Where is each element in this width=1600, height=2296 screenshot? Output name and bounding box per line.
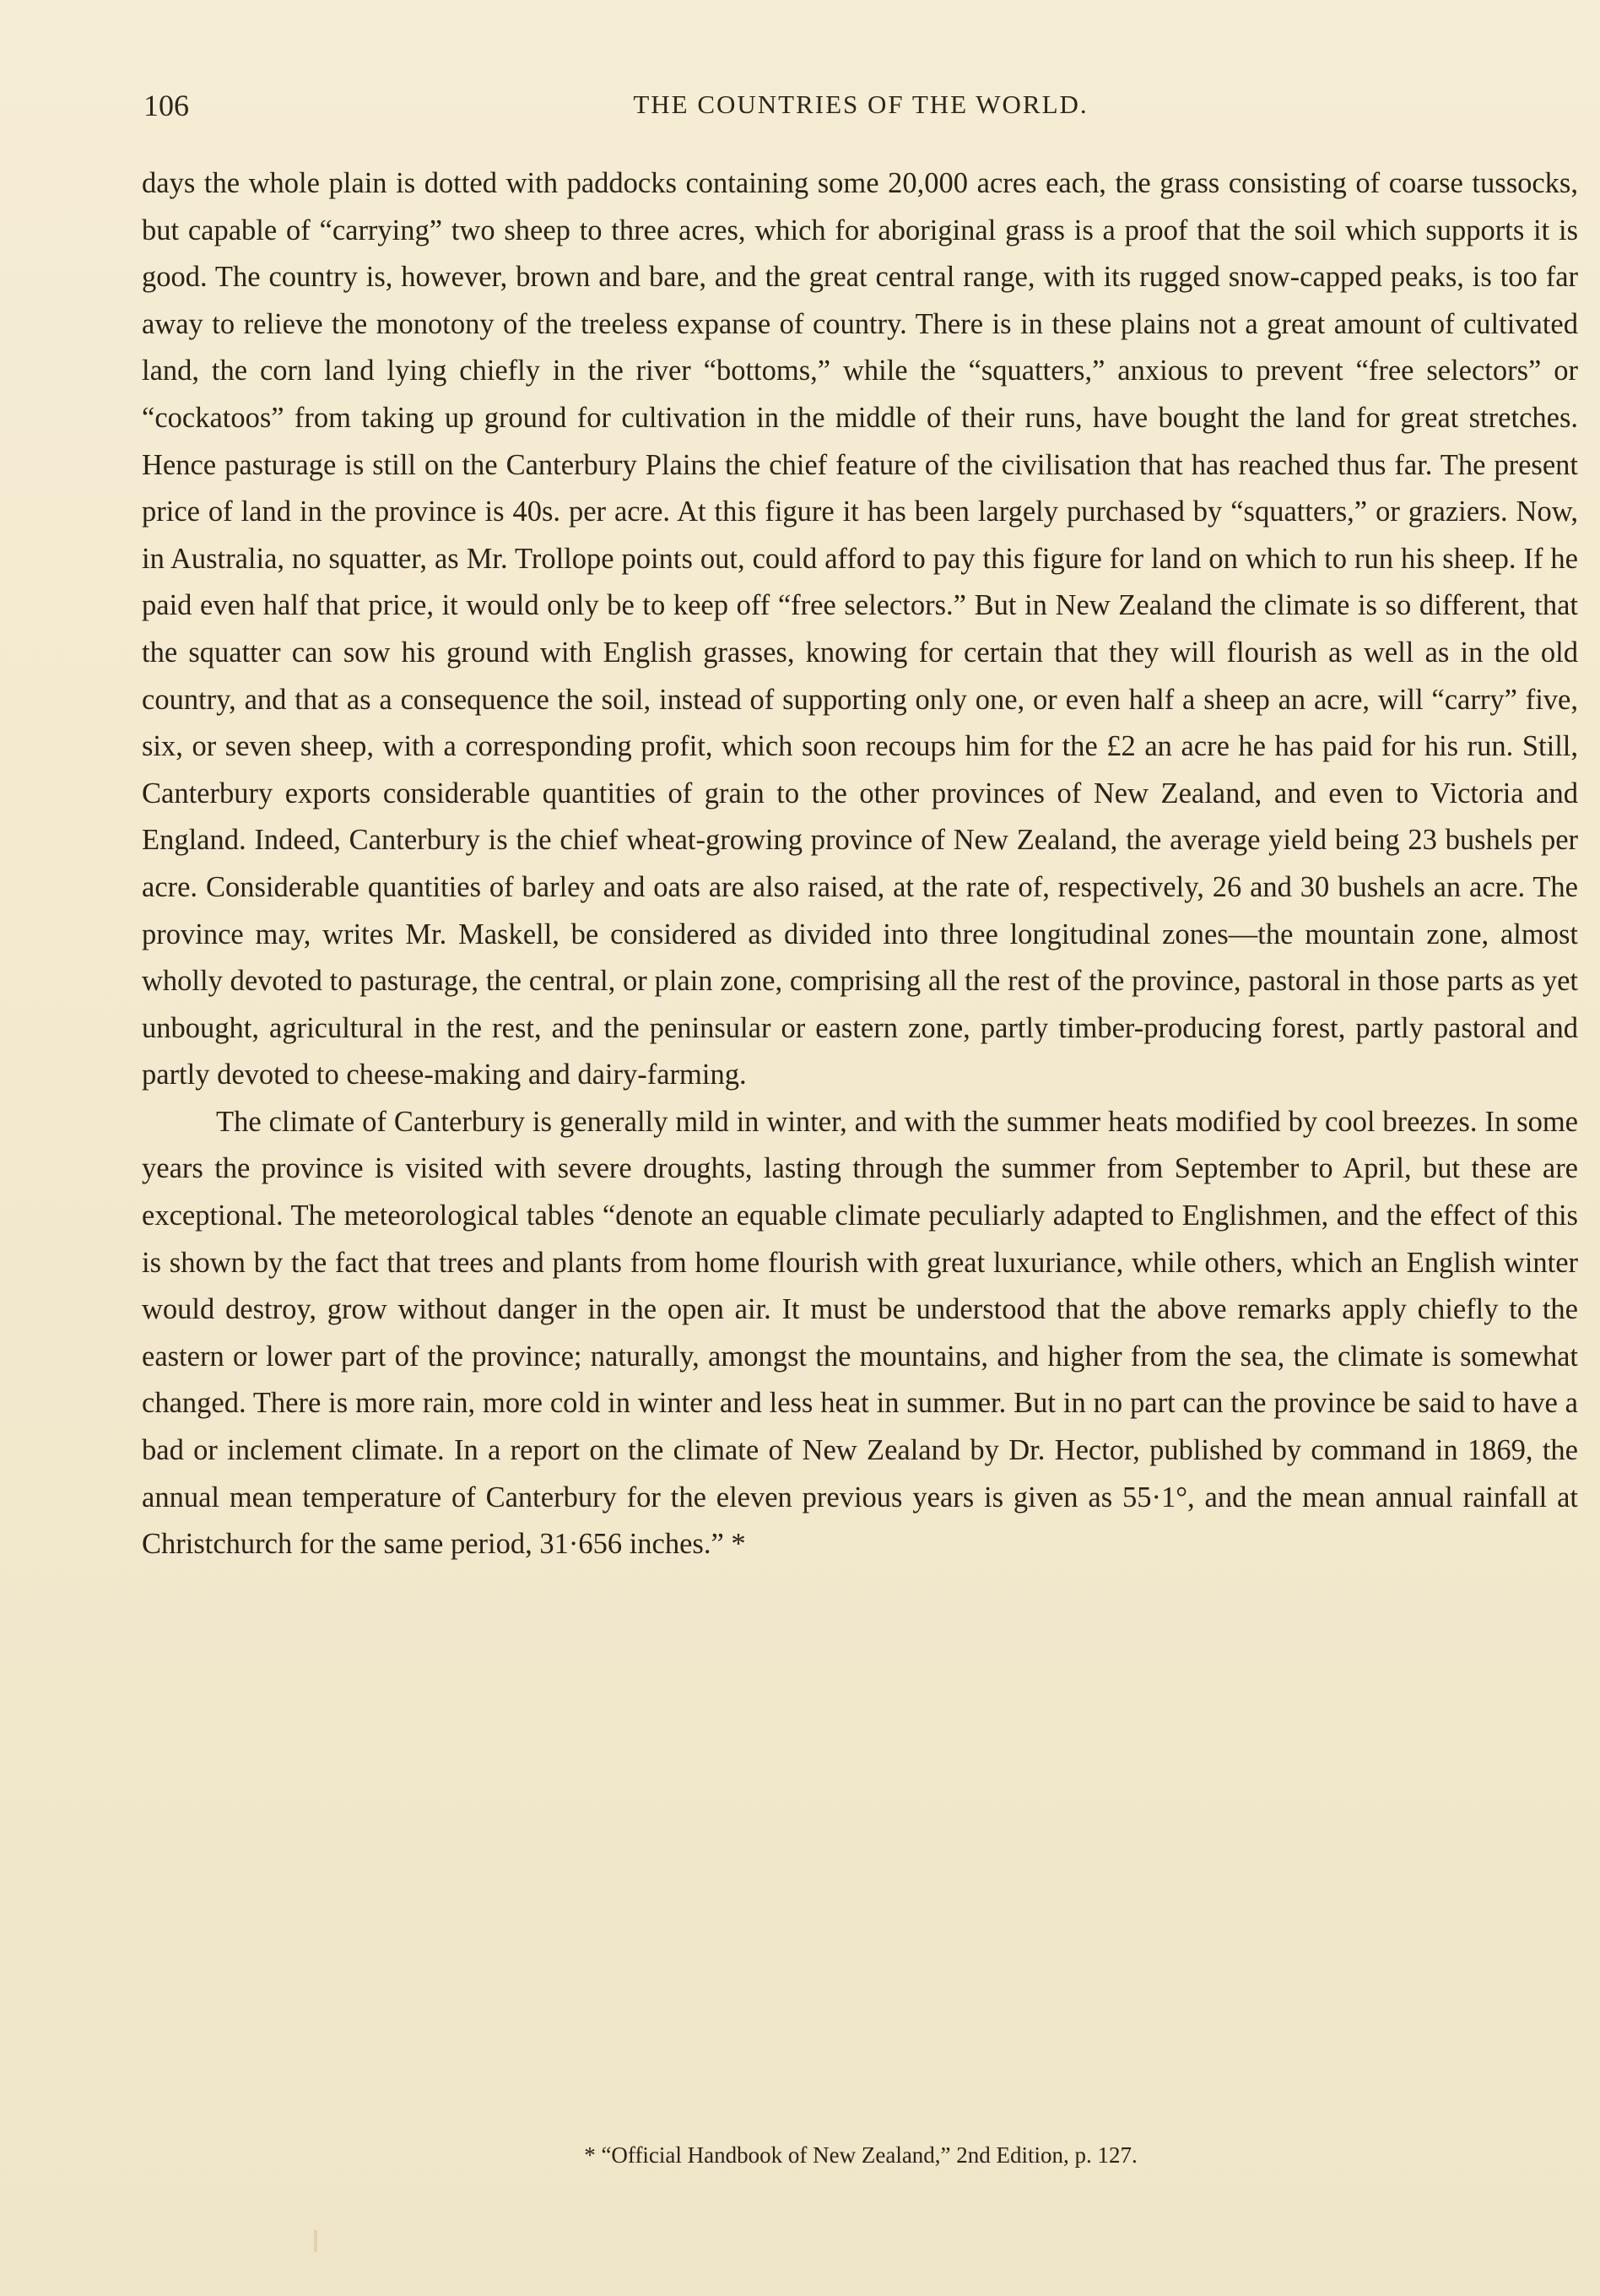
running-title: THE COUNTRIES OF THE WORLD. bbox=[633, 89, 1089, 119]
page-number: 106 bbox=[143, 89, 189, 122]
footnote: * “Official Handbook of New Zealand,” 2nd Edition, p. 127. bbox=[584, 2142, 1138, 2168]
page-header bbox=[143, 81, 1578, 132]
paragraph-2: The climate of Canterbury is generally mild in winter, and with the summer heats modified by cool breezes. In some years the province is visited with severe droughts, lasting through the summer from September to April, but these are exceptional. The meteorological tables “denote an equable climate peculiarly adapted to Englishmen, and the effect of this is shown by the fact that trees and plants from home flourish with great luxuriance, while others, which an English winter would destroy, grow without danger in the open air. It must be understood that the above remarks apply chiefly to the eastern or lower part of the province; naturally, amongst the mountains, and higher from the sea, the climate is somewhat changed. There is more rain, more cold in winter and less heat in summer. But in no part can the province be said to have a bad or inclement climate. In a report on the climate of New Zealand by Dr. Hector, published by command in 1869, the annual mean temperature of Canterbury for the eleven previous years is given as 55·1°, and the mean annual rainfall at Christchurch for the same period, 31·656 inches.” * bbox=[142, 1105, 1578, 1561]
body-text bbox=[142, 160, 1578, 1568]
paper-mark bbox=[314, 2230, 317, 2252]
paragraph-1: days the whole plain is dotted with paddocks containing some 20,000 acres each, the grass consisting of coarse tussocks, but capable of “carrying” two sheep to three acres, which for aboriginal grass is a proof that the soil which supports it is good. The country is, however, brown and bare, and the great central range, with its rugged snow-capped peaks, is too far away to relieve the monotony of the treeless expanse of country. There is in these plains not a great amount of cultivated land, the corn land lying chiefly in the river “bottoms,” while the “squatters,” anxious to prevent “free selectors” or “cockatoos” from taking up ground for cultivation in the middle of their runs, have bought the land for great stretches. Hence pasturage is still on the Canterbury Plains the chief feature of the civilisation that has reached thus far. The present price of land in the province is 40s. per acre. At this figure it has been largely purchased by “squatters,” or graziers. Now, in Australia, no squatter, as Mr. Trollope points out, could afford to pay this figure for land on which to run his sheep. If he paid even half that price, it would only be to keep off “free selectors.” But in New Zealand the climate is so different, that the squatter can sow his ground with English grasses, knowing for certain that they will flourish as well as in the old country, and that as a consequence the soil, instead of supporting only one, or even half a sheep an acre, will “carry” five, six, or seven sheep, with a corresponding profit, which soon recoups him for the £2 an acre he has paid for his run. Still, Canterbury exports considerable quantities of grain to the other provinces of New Zealand, and even to Victoria and England. Indeed, Canterbury is the chief wheat-growing province of New Zealand, the average yield being 23 bushels per acre. Considerable quantities of barley and oats are also raised, at the rate of, respectively, 26 and 30 bushels an acre. The province may, writes Mr. Maskell, be considered as divided into three longitudinal zones—the mountain zone, almost wholly devoted to pasturage, the central, or plain zone, comprising all the rest of the province, pastoral in those parts as yet unbought, agricultural in the rest, and the peninsular or eastern zone, partly timber-producing forest, partly pastoral and partly devoted to cheese-making and dairy-farming. bbox=[142, 167, 1578, 1091]
